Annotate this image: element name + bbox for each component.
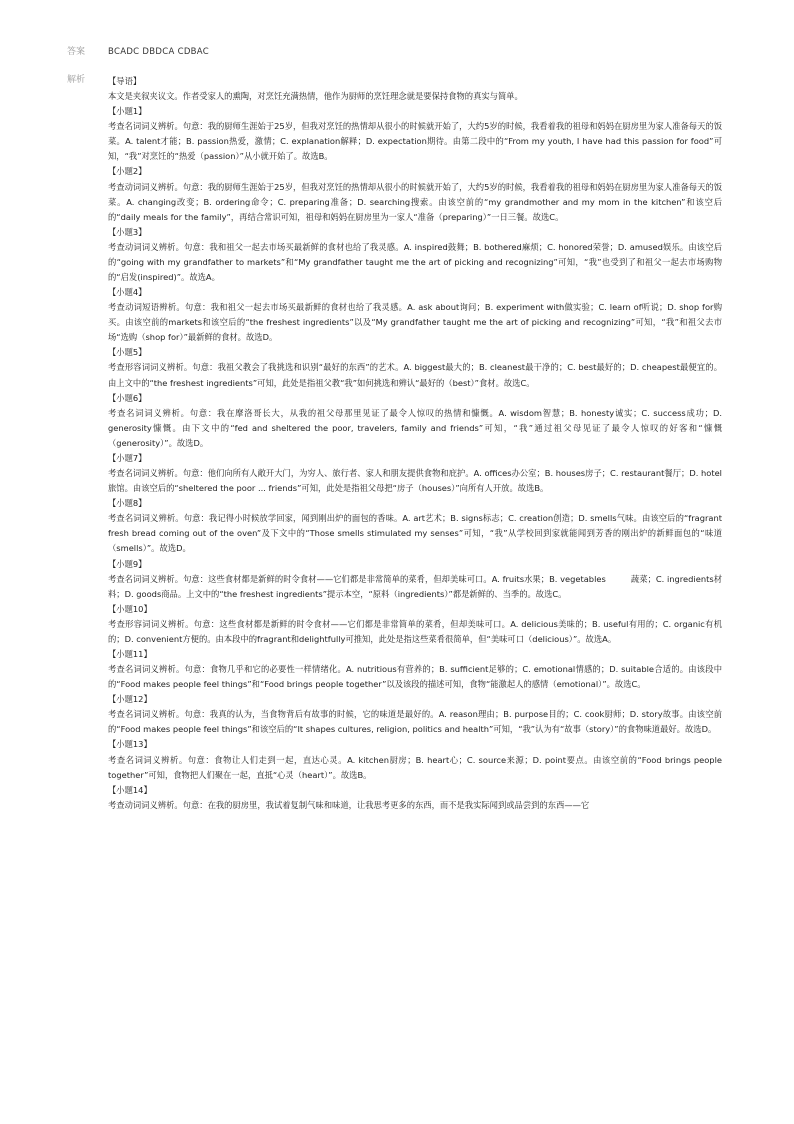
analysis-body bbox=[108, 74, 722, 813]
q9-explanation: 考查名词词义辨析。句意：这些食材都是新鲜的时令食材——它们都是非常简单的菜肴，但却美味可口。A. fruits水果；B. vegetables 蔬菜；C. ingredients材料；D. goods商品。上文中的“the freshest ingredients”提示本空，“原料（ingredients）”都是新鲜的、当季的。故选C。 bbox=[108, 573, 722, 599]
q2-explanation: 考查动词词义辨析。句意：我的厨师生涯始于25岁，但我对烹饪的热情却从很小的时候就开始了，大约5岁的时候，我看着我的祖母和妈妈在厨房里为家人准备每天的饭菜。A. changing改变；B. ordering命令；C. preparing准备；D. searching搜索。由该空前的“my grandmother and my mom in the kitchen”和该空后的“daily meals for the family”，再结合常识可知，祖母和妈妈在厨房里为一家人“准备（preparing）”一日三餐。故选C。 bbox=[108, 181, 722, 222]
q9-heading: 【小题9】 bbox=[108, 558, 147, 569]
q6-explanation: 考查名词词义辨析。句意：我在摩洛哥长大，从我的祖父母那里见证了最令人惊叹的热情和慷慨。A. wisdom智慧；B. honesty诚实；C. success成功；D. generosity慷慨。由下文中的“fed and sheltered the poor, travelers, family and friends”可知，“我”通过祖父母见证了最令人惊叹的好客和“慷慨（generosity）”。故选D。 bbox=[108, 407, 722, 448]
q5-explanation: 考查形容词词义辨析。句意：我祖父教会了我挑选和识别“最好的东西”的艺术。A. biggest最大的；B. cleanest最干净的；C. best最好的；D. cheapest最便宜的。由上文中的“the freshest ingredients”可知，此处是指祖父教“我”如何挑选和辨认“最好的（best）”食材。故选C。 bbox=[108, 362, 722, 388]
q6-heading: 【小题6】 bbox=[108, 392, 147, 403]
q5-heading: 【小题5】 bbox=[108, 347, 147, 358]
answer-label: 答案 bbox=[67, 47, 86, 57]
analysis-label: 解析 bbox=[67, 75, 86, 85]
q8-heading: 【小题8】 bbox=[108, 498, 147, 509]
q1-explanation: 考查名词词义辨析。句意：我的厨师生涯始于25岁，但我对烹饪的热情却从很小的时候就开始了，大约5岁的时候，我看着我的祖母和妈妈在厨房里为家人准备每天的饭菜。A. talent才能；B. passion热爱，激情；C. explanation解释；D. expectation期待。由第二段中的“From my youth, I have had this passion for food”可知，“我”对烹饪的“热爱（passion）”从小就开始了。故选B。 bbox=[108, 121, 722, 162]
q11-heading: 【小题11】 bbox=[108, 648, 152, 659]
q1-heading: 【小题1】 bbox=[108, 106, 147, 117]
q4-explanation: 考查动词短语辨析。句意：我和祖父一起去市场买最新鲜的食材也给了我灵感。A. ask about询问；B. experiment with做实验；C. learn of听说；D. shop for购买。由该空前的markets和该空后的“the freshest ingredients”以及“My grandfather taught me the art of picking and recognizing”可知，“我”和祖父去市场“选购（shop for）”最新鲜的食材。故选D。 bbox=[108, 302, 722, 343]
q13-explanation: 考查名词词义辨析。句意：食物让人们走到一起，直达心灵。A. kitchen厨房；B. heart心；C. source来源；D. point要点。由该空前的“Food brings people together”可知，食物把人们聚在一起，直抵“心灵（heart）”。故选B。 bbox=[108, 754, 722, 780]
q3-heading: 【小题3】 bbox=[108, 226, 147, 237]
q8-explanation: 考查名词词义辨析。句意：我记得小时候放学回家，闻到刚出炉的面包的香味。A. art艺术；B. signs标志；C. creation创造；D. smells气味。由该空后的“fragrant fresh bread coming out of the oven”及下文中的“Those smells stimulated my senses”可知，“我”从学校回到家就能闻到芳香的刚出炉的新鲜面包的“味道（smells）”。故选D。 bbox=[108, 513, 722, 554]
q12-explanation: 考查名词词义辨析。句意：我真的认为，当食物背后有故事的时候，它的味道是最好的。A. reason理由；B. purpose目的；C. cook厨师；D. story故事。由该空前的“Food makes people feel things”和该空后的“It shapes cultures, religion, politics and health”可知，“我”认为有“故事（story）”的食物味道最好。故选D。 bbox=[108, 709, 722, 735]
answer-text: BCADC DBDCA CDBAC bbox=[108, 47, 209, 57]
q10-heading: 【小题10】 bbox=[108, 603, 152, 614]
q2-heading: 【小题2】 bbox=[108, 166, 147, 177]
q4-heading: 【小题4】 bbox=[108, 287, 147, 298]
q3-explanation: 考查动词词义辨析。句意：我和祖父一起去市场买最新鲜的食材也给了我灵感。A. inspired鼓舞；B. bothered麻烦；C. honored荣誉；D. amused娱乐。由该空后的“going with my grandfather to markets”和“My grandfather taught me the art of picking and recognizing”可知，“我”也受到了和祖父一起去市场购物的“启发(inspired)”。故选A。 bbox=[108, 241, 722, 283]
q7-explanation: 考查名词词义辨析。句意：他们向所有人敞开大门，为穷人、旅行者、家人和朋友提供食物和庇护。A. offices办公室；B. houses房子；C. restaurant餐厅；D. hotel旅馆。由该空后的“sheltered the poor ... friends”可知，此处是指祖父母把“房子（houses）”向所有人开放。故选B。 bbox=[108, 468, 722, 494]
q13-heading: 【小题13】 bbox=[108, 739, 152, 750]
intro-text: 本文是夹叙夹议文。作者受家人的熏陶，对烹饪充满热情，他作为厨师的烹饪理念就是要保持食物的真实与简单。 bbox=[108, 91, 523, 102]
intro-heading: 【导语】 bbox=[108, 76, 142, 86]
q10-explanation: 考查形容词词义辨析。句意：这些食材都是新鲜的时令食材——它们都是非常简单的菜肴，但却美味可口。A. delicious美味的；B. useful有用的；C. organic有机的；D. convenient方便的。由本段中的fragrant和delightfully可推知，此处是指这些菜肴很简单，但“美味可口（delicious）”。故选A。 bbox=[108, 618, 722, 644]
q14-explanation: 考查动词词义辨析。句意：在我的厨房里，我试着复制气味和味道，让我思考更多的东西，而不是我实际闻到或品尝到的东西——它 bbox=[108, 799, 590, 810]
q14-heading: 【小题14】 bbox=[108, 784, 152, 795]
q11-explanation: 考查名词词义辨析。句意：食物几乎和它的必要性一样情绪化。A. nutritious有营养的；B. sufficient足够的；C. emotional情感的；D. suitable合适的。由该段中的“Food makes people feel things”和“Food brings people together”以及该段的描述可知，食物“能激起人的感情（emotional）”。故选C。 bbox=[108, 664, 722, 690]
q12-heading: 【小题12】 bbox=[108, 694, 152, 705]
q7-heading: 【小题7】 bbox=[108, 452, 147, 463]
